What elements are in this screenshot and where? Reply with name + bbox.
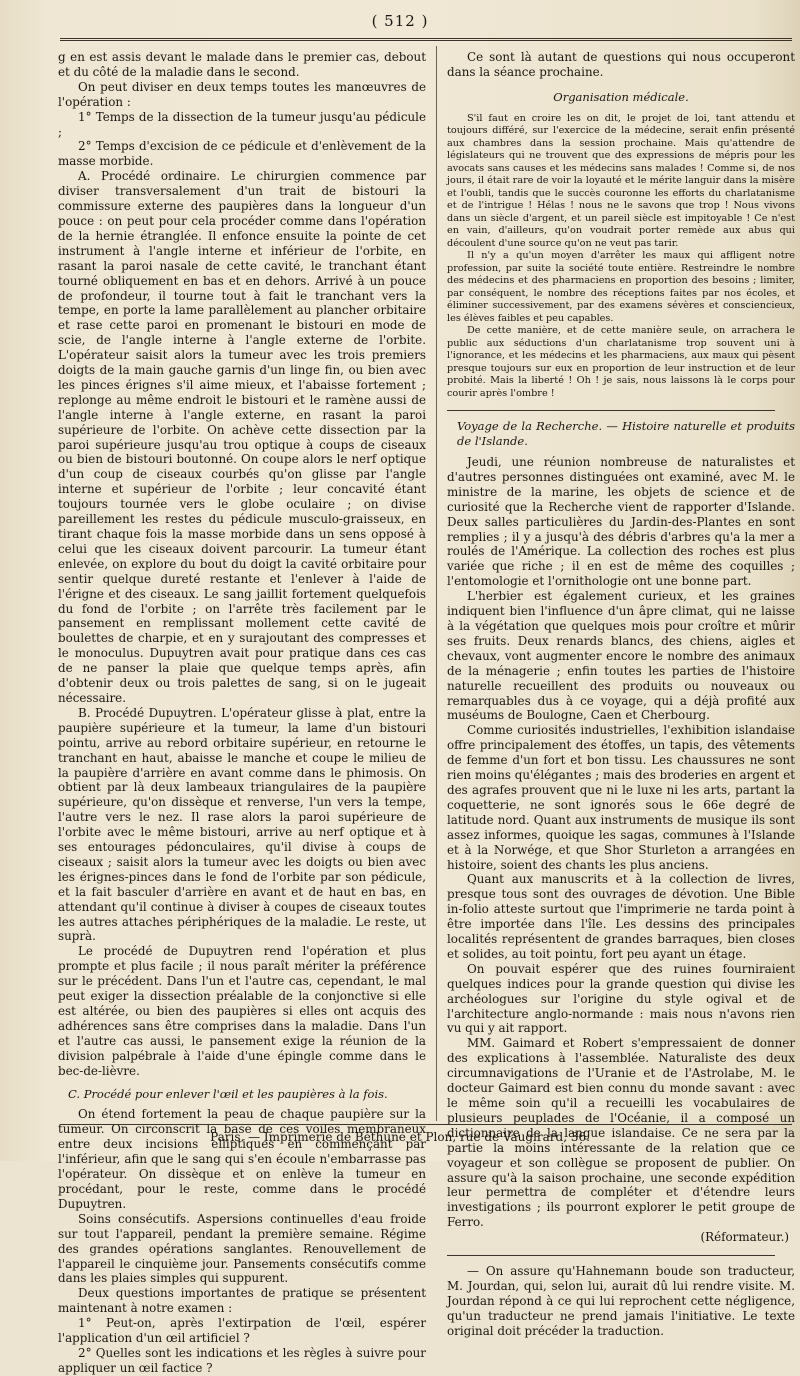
paragraph: On étend fortement la peau de chaque paupière sur la tumeur. On circonscrit la base de ces voiles membraneux entre deux incisions elliptiques en commençant par l'inférieur, afin que le sang qui s'en écoule n'embarrasse pas l'opérateur. On dissèque et on enlève la tumeur en procédant, pour le reste, comme dans le procédé Dupuytren. xyxy=(58,1107,426,1211)
paragraph: S'il faut en croire les on dit, le projet de loi, tant attendu et toujours différé, sur l'exercice de la médecine, serait enfin présenté aux chambres dans la session prochaine. Mais qu'attendre de législateurs qui ne trouvent que des expressions de mépris pour les avocats sans causes et les médecins sans malades ! Comme si, de nos jours, il était rare de voir la loyauté et le mérite languir dans la misère et l'oubli, tandis que le succès couronne les efforts du charlatanisme et de l'intrigue ! Hélas ! nous ne le savons que trop ! Nous vivons dans un siècle d'argent, et un pareil siècle est impitoyable ! Ce n'est en vain, d'ailleurs, qu'on voudrait porter remède aux abus qui découlent d'une source qu'on ne veut pas tarir. xyxy=(447,112,795,249)
paragraph: De cette manière, et de cette manière seule, on arrachera le public aux séductions d'un charlatanisme trop souvent uni à l'ignorance, et les médecins et les pharmaciens, aux maux qui pèsent presque toujours sur eux en proportion de leur instruction et de leur probité. Mais la liberté ! Oh ! je sais, nous laissons là le corps pour courir après l'ombre ! xyxy=(447,325,795,399)
section-subheading: C. Procédé pour enlever l'œil et les paupières à la fois. xyxy=(68,1086,388,1101)
paragraph: MM. Gaimard et Robert s'empressaient de donner des explications à l'assemblée. Naturaliste des deux circumnavigations de l'Uranie et de l'Astrolabe, M. le docteur Gaimard est bien connu du monde savant : avec le même soin qu'il a recueilli les vocabulaires de plusieurs peuplades de l'Océanie, il a composé un dictionnaire de la langue islandaise. Ce ne sera par la partie la moins intéressante de la relation que ce voyageur et son collègue se proposent de publier. On assure qu'à la saison prochaine, une seconde expédition leur permettra de compléter et d'étendre leurs investigations ; ils pourront explorer le petit groupe de Ferro. xyxy=(447,1036,795,1230)
paragraph: 2° Quelles sont les indications et les règles à suivre pour appliquer un œil factice ? xyxy=(58,1345,426,1375)
paragraph: L'herbier est également curieux, et les graines indiquent bien l'influence d'un âpre climat, qui ne laisse à la végétation que quelques mois pour croître et mûrir ses fruits. Deux renards blancs, des chiens, aigles et chevaux, vont augmenter encore le nombre des animaux de la ménagerie ; enfin toutes les parties de l'histoire naturelle recueillent des produits ou nouveaux ou remarquables dus à ce voyage, qui a déjà profité aux muséums de Boulogne, Caen et Cherbourg. xyxy=(447,589,795,723)
paragraph: 1° Peut-on, après l'extirpation de l'œil, espérer l'application d'un œil artificiel ? xyxy=(58,1316,426,1346)
header-rule xyxy=(60,38,792,41)
paragraph: A. Procédé ordinaire. Le chirurgien commence par diviser transversalement d'un trait de bistouri la commissure externe des paupières dans la longueur d'un pouce : on peut pour cela procéder comme dans l'opération de la hernie étranglée. Il enfonce ensuite la pointe de cet instrument à l'angle interne et inférieur de l'orbite, en rasant la paroi nasale de cette cavité, le tranchant étant tourné obliquement en bas et en dehors. Arrivé à un pouce de profondeur, il tourne tout à fait le tranchant vers la tempe, en porte la lame parallèlement au plancher orbitaire et rase cette paroi en promenant le bistouri en mode de scie, de l'angle interne à l'angle externe de l'orbite. L'opérateur saisit alors la tumeur avec les trois premiers doigts de la main gauche garnis d'un linge fin, ou bien avec les pinces érignes s'il aime mieux, et l'abaisse fortement ; replonge au même endroit le bistouri et le ramène aussi de l'angle interne à l'angle externe, en rasant la paroi supérieure de l'orbite. On achève cette dissection par la paroi supérieure jusqu'au trou optique à coups de ciseaux ou bien de bistouri boutonné. On coupe alors le nerf optique d'un coup de ciseaux courbés qu'on glisse par l'angle interne et supérieur de l'orbite ; leur concavité étant toujours tournée vers le globe oculaire ; on divise pareillement les restes du pédicule musculo-graisseux, en tirant chaque fois la masse morbide dans un sens opposé à celui que les ciseaux doivent parcourir. La tumeur étant enlevée, on explore du bout du doigt la cavité orbitaire pour sentir quelque dureté restante et l'enlever à l'aide de l'érigne et des ciseaux. Le sang jaillit fortement quelquefois du fond de l'orbite ; on l'arrête très facilement par le pansement en remplissant mollement cette cavité de boulettes de charpie, et en y surajoutant des compresses et le monoculus. Dupuytren avait pour pratique dans ces cas de ne panser la plaie que quelque temps après, afin d'obtenir deux ou trois palettes de sang, si on le jugeait nécessaire. xyxy=(58,169,426,705)
paragraph: Comme curiosités industrielles, l'exhibition islandaise offre principalement des étoffes, un tapis, des vêtements de femme d'un fort et bon tissu. Les chaussures ne sont rien moins qu'élégantes ; mais des broderies en argent et des agrafes prouvent que ni le luxe ni les arts, partant la coquetterie, ne sont ignorés sous le 66e degré de latitude nord. Quant aux instruments de musique ils sont assez informes, quoique les sagas, communes à l'Islande et à la Norwége, et que Shor Sturleton a arrangées en histoire, soient des chants les plus anciens. xyxy=(447,723,796,872)
section-rule xyxy=(447,410,775,411)
column-divider xyxy=(436,46,437,1121)
paragraph: Il n'y a qu'un moyen d'arrêter les maux qui affligent notre profession, par suite la société toute entière. Restreindre le nombre des médecins et des pharmaciens en proportion des besoins ; limiter, par conséquent, le nombre des réceptions faites par nos écoles, et éliminer successivement, par des examens sévères et consciencieux, les élèves faibles et peu capables. xyxy=(447,250,795,324)
paragraph: B. Procédé Dupuytren. L'opérateur glisse à plat, entre la paupière supérieure et la tumeur, la lame d'un bistouri pointu, arrive au rebord orbitaire supérieur, en retourne le tranchant en haut, abaisse le manche et coupe le milieu de la paupière d'arrière en avant comme dans le phimosis. On obtient par là deux lambeaux triangulaires de la paupière supérieure, qu'on dissèque et renverse, l'un vers la tempe, l'autre vers le nez. Il rase alors la paroi supérieure de l'orbite avec le même bistouri, arrive au nerf optique et à ses entourages pédonculaires, qu'il divise à coups de ciseaux ; saisit alors la tumeur avec les doigts ou bien avec les érignes-pinces dans le fond de l'orbite par son pédicule, et la fait basculer d'arrière en avant et de haut en bas, en attendant qu'il continue à diviser à coupes de ciseaux toutes les autres attaches périphériques de la maladie. Le reste, ut suprà. xyxy=(58,705,426,944)
paragraph: On peut diviser en deux temps toutes les manœuvres de l'opération : xyxy=(58,79,426,109)
paragraph: 2° Temps d'excision de ce pédicule et d'enlèvement de la masse morbide. xyxy=(58,139,426,169)
paragraph: 1° Temps de la dissection de la tumeur jusqu'au pédicule ; xyxy=(58,109,426,139)
paragraph: g en est assis devant le malade dans le premier cas, debout et du côté de la maladie dans le second. xyxy=(58,50,426,79)
page-number: ( 512 ) xyxy=(371,12,429,30)
section-subheading: Voyage de la Recherche. — Histoire naturelle et produits de l'Islande. xyxy=(457,419,795,449)
paragraph: Jeudi, une réunion nombreuse de naturalistes et d'autres personnes distinguées ont examiné, avec M. le ministre de la marine, les objets de science et de curiosité que la Recherche vient de rapporter d'Islande. Deux salles particulières du Jardin-des-Plantes en sont remplies ; il y a jusqu'à des débris d'arbres qu'a la mer a roulés de l'Amérique. La collection des roches est plus variée que riche ; il en est de même des coquilles ; l'entomologie et l'ornithologie ont une bonne part. xyxy=(447,455,795,589)
paragraph: Le procédé de Dupuytren rend l'opération et plus prompte et plus facile ; il nous paraît mériter la préférence sur le précédent. Dans l'un et l'autre cas, cependant, le mal peut exiger la dissection préalable de la conjonctive si elle est altérée, ou bien des paupières si elles ont acquis des adhérences sans être comprises dans la maladie. Dans l'un et l'autre cas aussi, le pansement exige la réunion de la division palpébrale à l'aide d'une épingle comme dans le bec-de-lièvre. xyxy=(58,944,426,1078)
paragraph: Soins consécutifs. Aspersions continuelles d'eau froide sur tout l'appareil, pendant la première semaine. Régime des grandes opérations sanglantes. Renouvellement de l'appareil le cinquième jour. Pansements consécutifs comme dans les plaies simples qui suppurent. xyxy=(58,1211,426,1286)
source-attribution: (Réformateur.) xyxy=(700,1230,789,1245)
footer-rule xyxy=(60,1124,792,1125)
paragraph: Deux questions importantes de pratique se présentent maintenant à notre examen : xyxy=(58,1286,426,1316)
paragraph: Ce sont là autant de questions qui nous occuperont dans la séance prochaine. xyxy=(447,50,795,79)
section-rule xyxy=(447,1255,775,1256)
right-column xyxy=(447,50,796,1338)
section-heading: Organisation médicale. xyxy=(553,89,689,104)
printer-footer: Paris. — Imprimerie de Béthune et Plon, rue de Vaugirard, 36. xyxy=(210,1130,590,1144)
paragraph: — On assure qu'Hahnemann boude son traducteur, M. Jourdan, qui, selon lui, aurait dû lui rendre visite. M. Jourdan répond à ce qui lui reprochent cette négligence, qu'un traducteur ne prend jamais l'initiative. Le texte original doit précéder la traduction. xyxy=(447,1264,795,1338)
paragraph: On pouvait espérer que des ruines fourniraient quelques indices pour la grande question qui divise les archéologues sur l'origine du style ogival et de l'architecture anglo-normande : mais nous n'avons rien vu qui y ait rapport. xyxy=(447,961,795,1036)
paragraph: Quant aux manuscrits et à la collection de livres, presque tous sont des ouvrages de dévotion. Une Bible in-folio atteste surtout que l'imprimerie ne tarda point à être importée dans l'île. Les dessins des principales localités représentent de grandes barraques, bien closes et solides, au toit pointu, fort peu ayant un étage. xyxy=(447,872,795,961)
